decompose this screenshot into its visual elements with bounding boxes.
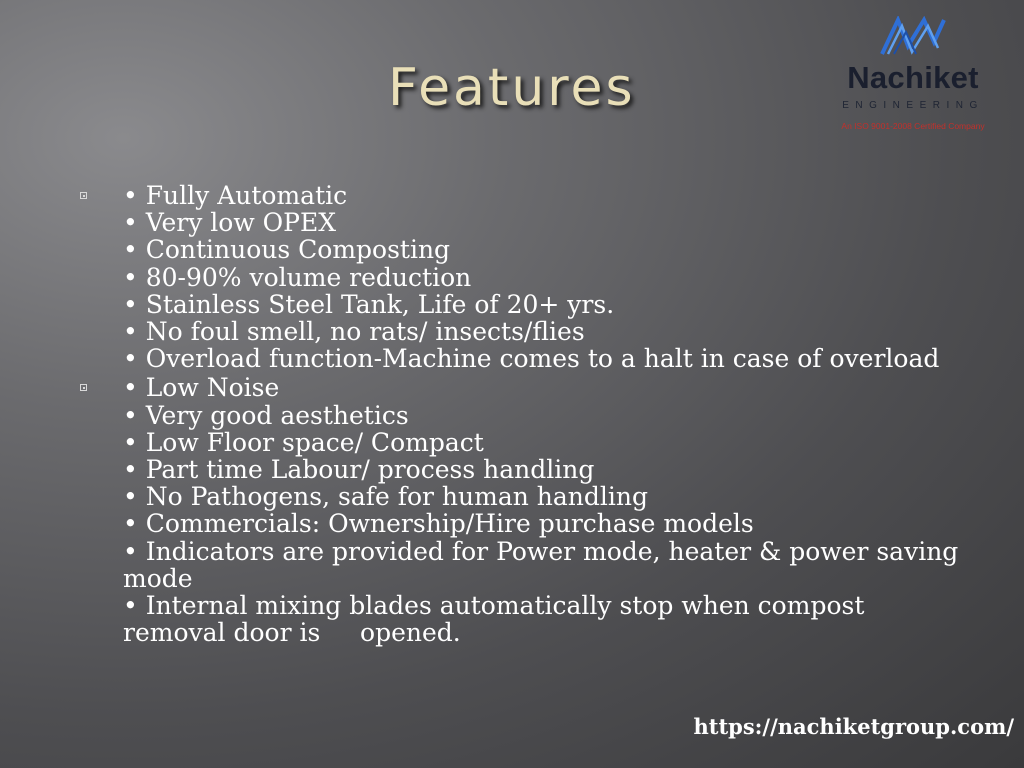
- logo-tagline: An ISO 9001-2008 Certified Company: [841, 121, 985, 131]
- feature-item: • Indicators are provided for Power mode, heater & power saving mode: [123, 536, 959, 593]
- feature-item: • No foul smell, no rats/ insects/flies: [123, 317, 585, 347]
- slide-title: Features: [388, 58, 636, 118]
- feature-group-2: [80, 374, 980, 646]
- feature-item: • Very low OPEX: [123, 208, 337, 238]
- feature-item: • Part time Labour/ process handling: [123, 455, 595, 485]
- square-bullet-icon: [80, 384, 87, 391]
- feature-list: [80, 182, 980, 648]
- feature-item: • Low Floor space/ Compact: [123, 427, 484, 457]
- nachiket-logo-mark-icon: [878, 16, 948, 58]
- square-bullet-icon: [80, 192, 87, 199]
- feature-group-1: [80, 182, 980, 372]
- feature-item: • Overload function-Machine comes to a halt in case of overload: [123, 344, 940, 374]
- nachiket-logo: [818, 16, 1008, 138]
- logo-subtitle: ENGINEERING: [842, 100, 984, 111]
- feature-item: • Low Noise: [123, 373, 280, 403]
- feature-item: • 80-90% volume reduction: [123, 262, 472, 292]
- feature-item: • Continuous Composting: [123, 235, 451, 265]
- feature-item: • No Pathogens, safe for human handling: [123, 482, 648, 512]
- feature-item: • Fully Automatic: [123, 181, 348, 210]
- feature-item: • Internal mixing blades automatically stop when compost removal door is opened.: [123, 591, 873, 648]
- website-link[interactable]: https://nachiketgroup.com/: [693, 714, 1014, 739]
- feature-item: • Commercials: Ownership/Hire purchase models: [123, 509, 754, 539]
- logo-name: Nachiket: [847, 60, 979, 95]
- feature-item: • Stainless Steel Tank, Life of 20+ yrs.: [123, 289, 615, 319]
- feature-item: • Very good aesthetics: [123, 400, 409, 430]
